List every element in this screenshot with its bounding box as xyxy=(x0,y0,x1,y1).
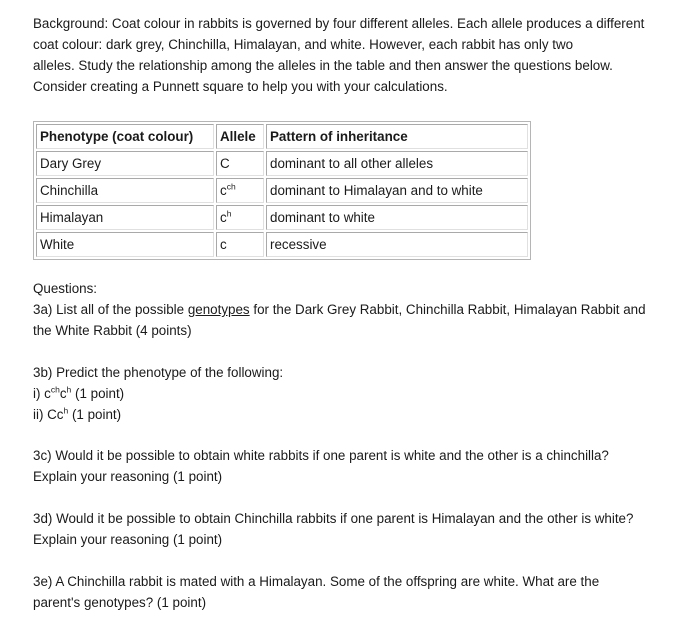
question-3b xyxy=(33,362,283,425)
allele-base: c xyxy=(220,210,227,225)
allele-base: C xyxy=(220,156,230,171)
question-text: for the Dark Grey Rabbit, Chinchilla Rabbit, Himalayan Rabbit and xyxy=(249,302,646,317)
question-line: 3e) A Chinchilla rabbit is mated with a Himalayan. Some of the offspring are white. What are the xyxy=(33,574,600,589)
allele-table xyxy=(33,121,531,260)
cell-allele xyxy=(216,205,264,230)
background-paragraph xyxy=(33,13,698,97)
question-line xyxy=(33,299,693,320)
cell-pattern: dominant to all other alleles xyxy=(266,151,528,176)
cell-allele xyxy=(216,151,264,176)
table-row xyxy=(36,205,528,230)
question-3b-ii xyxy=(33,404,283,425)
table-row xyxy=(36,178,528,203)
header-phenotype: Phenotype (coat colour) xyxy=(36,124,214,149)
points-text: (1 point) xyxy=(71,386,125,401)
cell-allele xyxy=(216,232,264,257)
genotype-superscript: ch xyxy=(50,384,60,395)
cell-pattern: recessive xyxy=(266,232,528,257)
question-line: parent's genotypes? (1 point) xyxy=(33,595,207,610)
points-text: (1 point) xyxy=(68,407,122,422)
background-line: coat colour: dark grey, Chinchilla, Himalayan, and white. However, each rabbit has only two xyxy=(33,37,574,52)
questions-heading: Questions: xyxy=(33,281,98,296)
table-row xyxy=(36,151,528,176)
question-line: the White Rabbit (4 points) xyxy=(33,323,192,338)
table-header-row xyxy=(36,124,528,149)
genotype-text: i) c xyxy=(33,386,51,401)
question-3e xyxy=(33,571,693,613)
header-allele: Allele xyxy=(216,124,264,149)
cell-phenotype: Himalayan xyxy=(36,205,214,230)
question-line: 3c) Would it be possible to obtain white rabbits if one parent is white and the other is a chinchilla? xyxy=(33,448,609,463)
cell-phenotype: Chinchilla xyxy=(36,178,214,203)
question-line: 3d) Would it be possible to obtain Chinchilla rabbits if one parent is Himalayan and the other is white? xyxy=(33,511,634,526)
background-line: Background: Coat colour in rabbits is governed by four different alleles. Each allele produces a different xyxy=(33,16,645,31)
cell-allele xyxy=(216,178,264,203)
question-line: Explain your reasoning (1 point) xyxy=(33,469,223,484)
question-3a xyxy=(33,299,693,341)
genotype-superscript: h xyxy=(66,384,72,395)
genotype-text: ii) Cc xyxy=(33,407,64,422)
question-line: Explain your reasoning (1 point) xyxy=(33,532,223,547)
header-pattern: Pattern of inheritance xyxy=(266,124,528,149)
cell-pattern: dominant to Himalayan and to white xyxy=(266,178,528,203)
table-row xyxy=(36,232,528,257)
background-line: alleles. Study the relationship among the alleles in the table and then answer the questions below. xyxy=(33,58,613,73)
question-3b-i xyxy=(33,383,283,404)
background-line: Consider creating a Punnett square to help you with your calculations. xyxy=(33,79,448,94)
question-text: 3a) List all of the possible xyxy=(33,302,188,317)
cell-phenotype: White xyxy=(36,232,214,257)
genotype-superscript: h xyxy=(63,405,69,416)
allele-base: c xyxy=(220,183,227,198)
allele-base: c xyxy=(220,237,227,252)
question-line: 3b) Predict the phenotype of the following: xyxy=(33,365,284,380)
genotypes-term: genotypes xyxy=(187,302,250,317)
allele-superscript: h xyxy=(226,208,232,219)
cell-phenotype: Dary Grey xyxy=(36,151,214,176)
cell-pattern: dominant to white xyxy=(266,205,528,230)
genotype-text: c xyxy=(59,386,67,401)
question-3d xyxy=(33,508,693,550)
allele-superscript: ch xyxy=(226,181,236,192)
question-3c xyxy=(33,445,693,487)
